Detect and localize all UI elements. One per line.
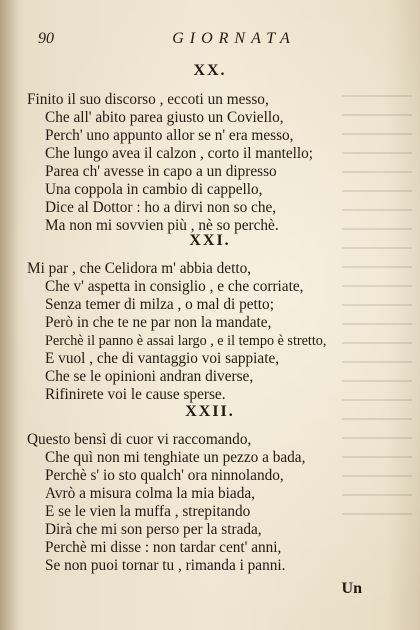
verse-line: Perchè s' io sto qualch' ora ninnolando,	[45, 467, 284, 484]
verse-line: Parea ch' avesse in capo a un dipresso	[45, 163, 277, 180]
catchword: Un	[341, 580, 362, 597]
verse-line: E vuol , che di vantaggio voi sappiate,	[45, 350, 280, 367]
verse-line: Se non puoi tornar tu , rimanda i panni.	[45, 557, 286, 574]
verse-line: Che v' aspetta in consiglio , e che corriate,	[45, 278, 304, 295]
verse-line: Che all' abito parea giusto un Coviello,	[45, 109, 284, 126]
verse-line: Una coppola in cambio di cappello,	[45, 181, 263, 198]
page-header	[38, 30, 390, 54]
verse-line: Che quì non mi tenghiate un pezzo a bada,	[45, 449, 306, 466]
verse-line: Che lungo avea il calzon , corto il mantello;	[45, 145, 314, 162]
verse-line: Finito il suo discorso , eccoti un messo,	[27, 91, 269, 108]
spine-shadow	[0, 0, 18, 630]
stanza-title: XXII.	[185, 403, 235, 420]
verse-line: Perchè mi disse : non tardar cent' anni,	[45, 539, 282, 556]
running-head: GIORNATA	[172, 30, 296, 47]
verse-line: Dirà che mi son perso per la strada,	[45, 521, 262, 538]
verse-line: Mi par , che Celidora m' abbia detto,	[27, 260, 252, 277]
show-through-text	[342, 95, 412, 515]
verse-line: Ma non mi sovvien più , nè so perchè.	[45, 217, 279, 234]
verse-line: Che se le opinioni andran diverse,	[45, 368, 254, 385]
stanza-title: XXI.	[189, 232, 231, 249]
page-number: 90	[38, 30, 54, 47]
verse-line: Perch' uno appunto allor se n' era messo,	[45, 127, 294, 144]
verse-line: Questo bensì di cuor vi raccomando,	[27, 431, 252, 448]
verse-line: Avrò a misura colma la mia biada,	[45, 485, 255, 502]
verse-line: Dice al Dottor : ho a dirvi non so che,	[45, 199, 277, 216]
verse-line: Però in che te ne par non la mandate,	[45, 314, 272, 331]
verse-line: Rifinirete voi le cause sperse.	[45, 386, 226, 403]
verse-line: Senza temer di milza , o mal di petto;	[45, 296, 274, 313]
stanza-title: XX.	[193, 62, 227, 79]
verse-line: Perchè il panno è assai largo , e il tempo è stretto,	[45, 333, 327, 349]
verse-line: E se le vien la muffa , strepitando	[45, 503, 251, 520]
